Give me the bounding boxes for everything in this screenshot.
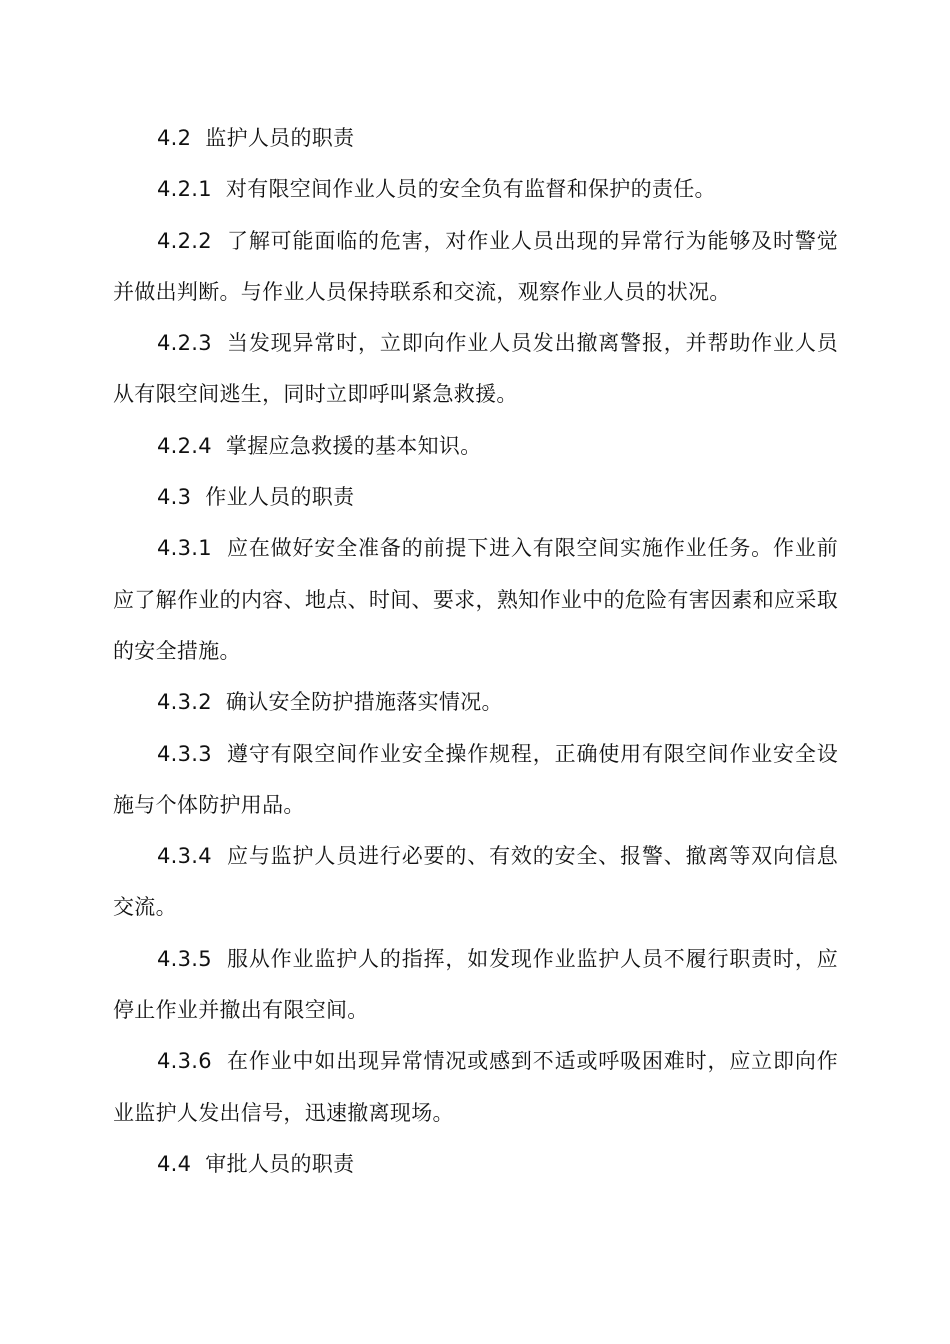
clause-text: 审批人员的职责 (205, 1151, 355, 1176)
clause-text: 应与监护人员进行必要的、有效的安全、报警、撤离等双向信息交流。 (113, 844, 839, 920)
section-heading-4-2 (113, 113, 838, 164)
clause-number: 4.4 (157, 1151, 192, 1176)
clause-number: 4.3.6 (157, 1049, 212, 1074)
clause-number: 4.3.4 (157, 844, 212, 869)
section-heading-4-4 (113, 1139, 838, 1190)
clause-4-2-4 (113, 421, 838, 472)
clause-text: 在作业中如出现异常情况或感到不适或呼吸困难时，应立即向作业监护人发出信号，迅速撤离现场。 (113, 1049, 839, 1125)
clause-text: 了解可能面临的危害，对作业人员出现的异常行为能够及时警觉并做出判断。与作业人员保持联系和交流，观察作业人员的状况。 (113, 228, 839, 304)
clause-4-2-2 (113, 216, 838, 319)
clause-text: 监护人员的职责 (205, 126, 355, 150)
clause-4-3-1 (113, 523, 838, 677)
clause-number: 4.3.5 (157, 946, 212, 971)
clause-text: 确认安全防护措施落实情况。 (225, 690, 503, 715)
clause-text: 遵守有限空间作业安全操作规程，正确使用有限空间作业安全设施与个体防护用品。 (113, 741, 839, 817)
clause-number: 4.3.2 (157, 690, 212, 715)
clause-4-3-6 (113, 1036, 838, 1139)
clause-4-3-4 (113, 831, 838, 934)
clause-text: 服从作业监护人的指挥，如发现作业监护人员不履行职责时，应停止作业并撤出有限空间。 (113, 946, 839, 1023)
clause-text: 掌握应急救援的基本知识。 (225, 433, 482, 458)
clause-number: 4.2.4 (157, 433, 212, 458)
clause-number: 4.3.3 (157, 741, 212, 766)
clause-number: 4.2 (157, 126, 192, 150)
clause-number: 4.3.1 (157, 536, 212, 561)
clause-text: 当发现异常时，立即向作业人员发出撤离警报，并帮助作业人员从有限空间逃生，同时立即呼叫紧急救援。 (113, 331, 839, 407)
clause-text: 应在做好安全准备的前提下进入有限空间实施作业任务。作业前应了解作业的内容、地点、时间、要求，熟知作业中的危险有害因素和应采取的安全措施。 (113, 536, 839, 663)
clause-text: 对有限空间作业人员的安全负有监督和保护的责任。 (225, 177, 716, 202)
clause-number: 4.3 (157, 485, 192, 510)
clause-4-2-1 (113, 164, 838, 215)
clause-4-2-3 (113, 318, 838, 421)
document-body (113, 113, 838, 1190)
clause-4-3-3 (113, 729, 838, 832)
clause-number: 4.2.1 (157, 177, 212, 202)
clause-4-3-2 (113, 677, 838, 728)
clause-number: 4.2.3 (157, 331, 212, 356)
clause-text: 作业人员的职责 (205, 485, 355, 510)
clause-number: 4.2.2 (157, 228, 212, 253)
clause-4-3-5 (113, 934, 838, 1037)
section-heading-4-3 (113, 472, 838, 523)
